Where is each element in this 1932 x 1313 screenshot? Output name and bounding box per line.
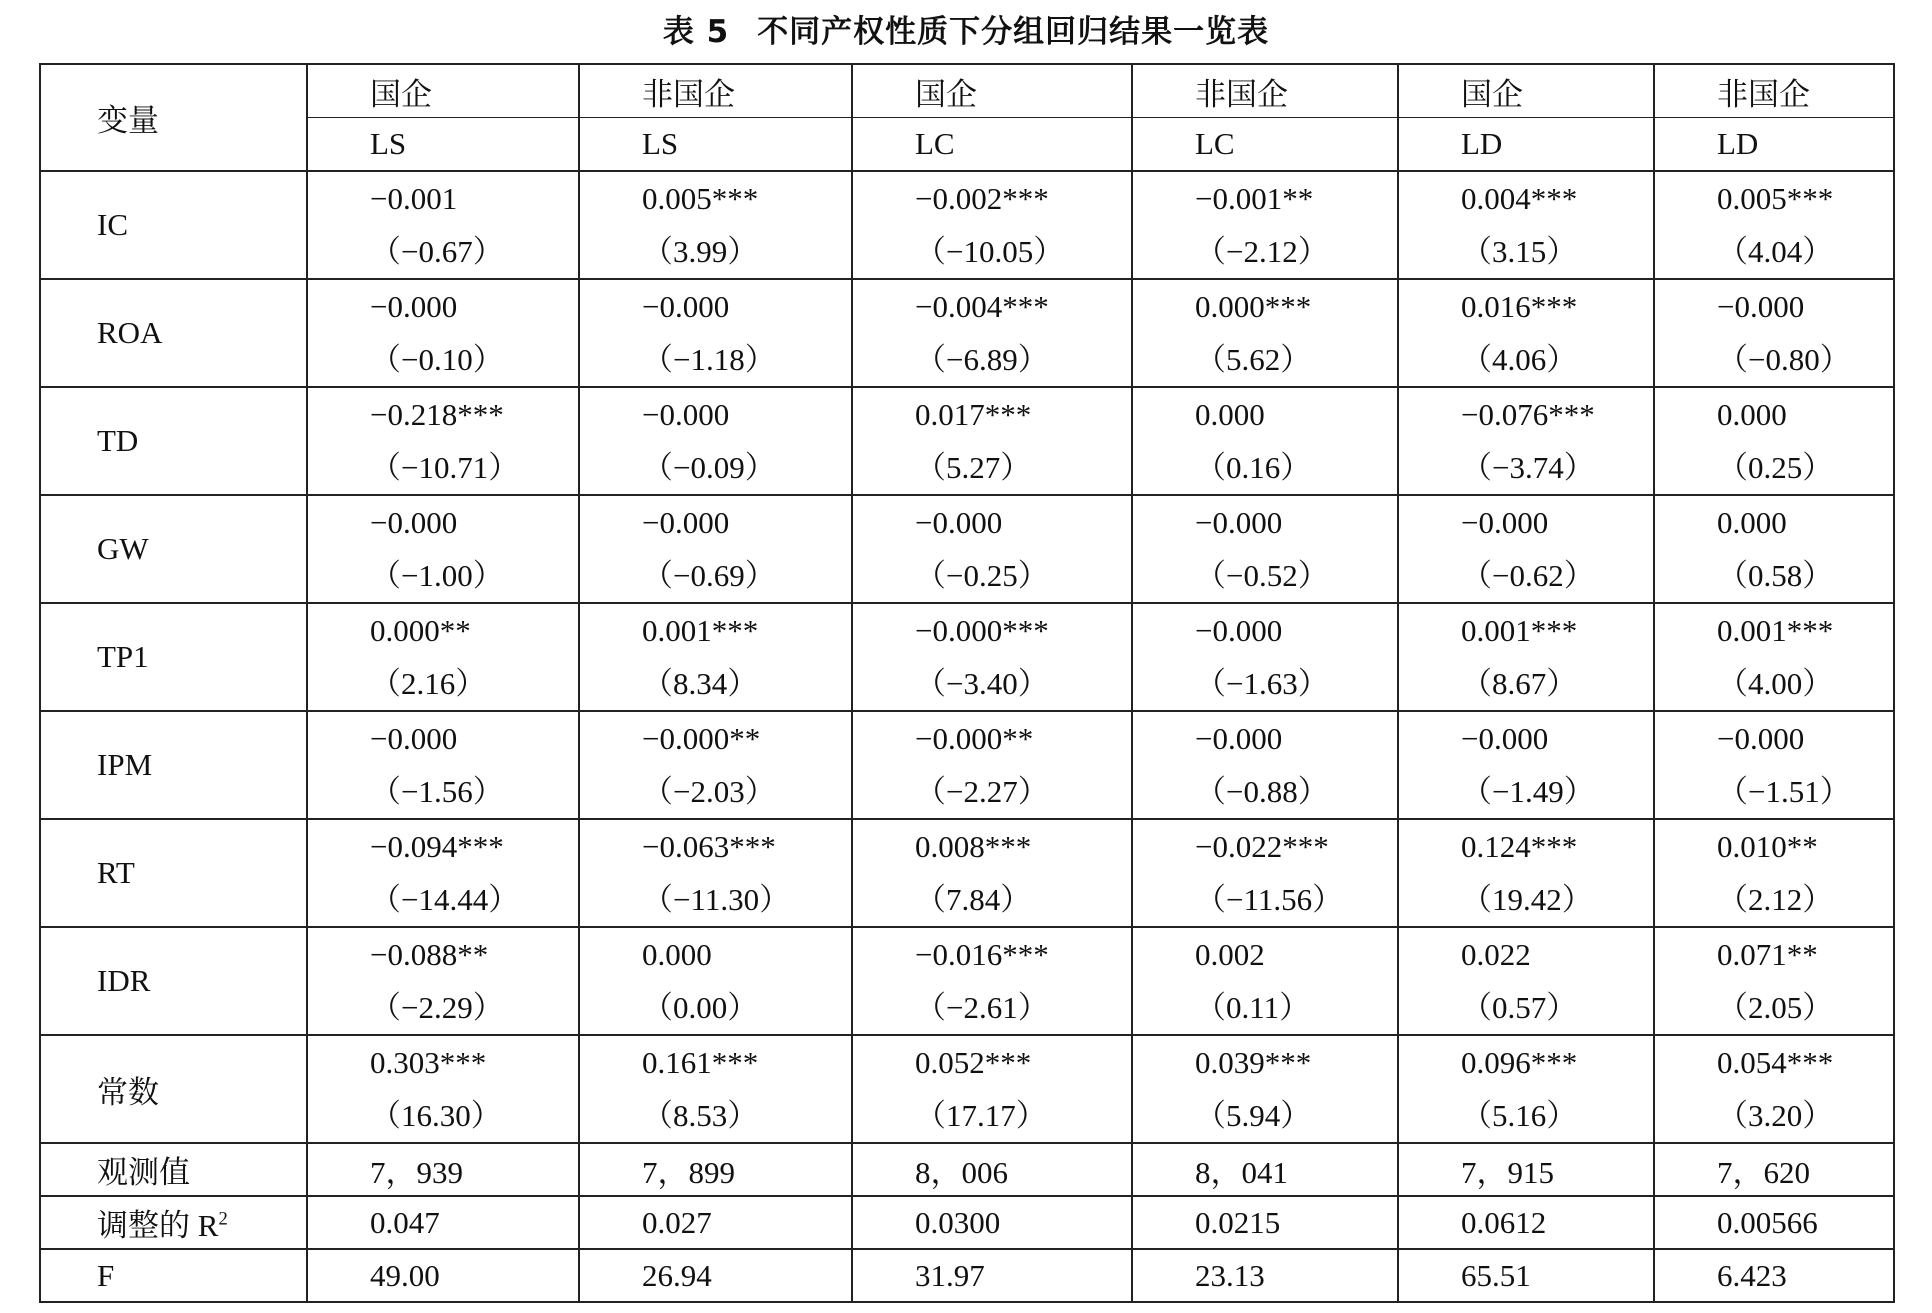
t-statistic-value: （−2.03） (642, 774, 776, 809)
t-statistic-value: （5.16） (1461, 1098, 1578, 1133)
t-statistic-value: （2.05） (1717, 990, 1834, 1025)
t-statistic-value: （0.00） (642, 990, 759, 1025)
coefficient-value: −0.000 (370, 721, 458, 756)
coefficient-value: −0.000** (642, 721, 761, 756)
coefficient-value: 0.022 (1461, 937, 1531, 972)
coefficient-value: 0.124*** (1461, 829, 1578, 864)
stat-value-cell: 0.0612 (1398, 1196, 1654, 1249)
estimate-cell (1132, 1035, 1398, 1143)
estimate-cell (307, 1035, 579, 1143)
stat-name-label: 调整的 R (97, 1208, 219, 1243)
coefficient-value: −0.000 (370, 505, 458, 540)
estimate-cell (1654, 711, 1894, 819)
coefficient-value: 0.000 (1717, 397, 1787, 432)
estimate-cell (852, 171, 1132, 279)
coefficient-value: −0.063*** (642, 829, 776, 864)
t-statistic-value: （−0.62） (1461, 558, 1595, 593)
estimate-cell (579, 603, 852, 711)
stat-name-label: F (97, 1257, 115, 1293)
estimate-cell (1398, 927, 1654, 1035)
t-statistic-value: （0.58） (1717, 558, 1834, 593)
stat-value-cell: 0.00566 (1654, 1196, 1894, 1249)
coefficient-value: −0.218*** (370, 397, 504, 432)
estimate-cell (852, 927, 1132, 1035)
t-statistic-value: （−0.10） (370, 342, 504, 377)
t-statistic-value: （−0.52） (1195, 558, 1329, 593)
variable-name-cell: TD (40, 387, 307, 495)
coefficient-value: −0.000** (915, 721, 1034, 756)
table-row (40, 603, 1894, 711)
table-caption (0, 6, 1932, 51)
t-statistic-value: （0.57） (1461, 990, 1578, 1025)
estimate-cell (1132, 819, 1398, 927)
coefficient-value: 0.001*** (1717, 613, 1834, 648)
variable-name-cell: IPM (40, 711, 307, 819)
coefficient-value: −0.001** (1195, 181, 1314, 216)
t-statistic-value: （4.06） (1461, 342, 1578, 377)
estimate-cell (1654, 927, 1894, 1035)
t-statistic-value: （5.27） (915, 450, 1032, 485)
t-statistic-value: （−0.67） (370, 234, 504, 269)
t-statistic-value: （7.84） (915, 882, 1032, 917)
t-statistic-value: （−1.63） (1195, 666, 1329, 701)
variable-name-cell: RT (40, 819, 307, 927)
estimate-cell (1132, 927, 1398, 1035)
header-group-cell: 非国企 (1654, 64, 1894, 118)
estimate-cell (307, 927, 579, 1035)
table-row (40, 927, 1894, 1035)
estimate-cell (307, 819, 579, 927)
t-statistic-value: （−10.71） (370, 450, 520, 485)
stat-name-label: 观测值 (97, 1155, 190, 1190)
coefficient-value: 0.005*** (1717, 181, 1834, 216)
estimate-cell (307, 387, 579, 495)
coefficient-value: 0.303*** (370, 1045, 487, 1080)
stat-value-cell: 26.94 (579, 1249, 852, 1302)
coefficient-value: 0.008*** (915, 829, 1032, 864)
variable-name-cell: IDR (40, 927, 307, 1035)
t-statistic-value: （5.62） (1195, 342, 1312, 377)
t-statistic-value: （0.11） (1195, 990, 1311, 1025)
coefficient-value: −0.000 (1461, 505, 1549, 540)
estimate-cell (1654, 279, 1894, 387)
t-statistic-value: （−3.74） (1461, 450, 1595, 485)
t-statistic-value: （−10.05） (915, 234, 1065, 269)
coefficient-value: −0.000 (1461, 721, 1549, 756)
coefficient-value: 0.002 (1195, 937, 1265, 972)
stat-value-cell: 7，939 (307, 1143, 579, 1196)
coefficient-value: 0.010** (1717, 829, 1818, 864)
estimate-cell (852, 387, 1132, 495)
header-dependent-cell: LD (1654, 118, 1894, 172)
estimate-cell (579, 1035, 852, 1143)
stat-name-cell (40, 1143, 307, 1196)
stat-value-cell: 23.13 (1132, 1249, 1398, 1302)
coefficient-value: 0.005*** (642, 181, 759, 216)
coefficient-value: 0.000** (370, 613, 471, 648)
estimate-cell (1654, 495, 1894, 603)
coefficient-value: 0.004*** (1461, 181, 1578, 216)
coefficient-value: −0.000*** (915, 613, 1049, 648)
stat-value-cell: 7，915 (1398, 1143, 1654, 1196)
coefficient-value: −0.016*** (915, 937, 1049, 972)
estimate-cell (579, 711, 852, 819)
stat-row (40, 1196, 1894, 1249)
header-dependent-cell: LC (1132, 118, 1398, 172)
t-statistic-value: （−1.56） (370, 774, 504, 809)
estimate-cell (1398, 1035, 1654, 1143)
t-statistic-value: （0.25） (1717, 450, 1834, 485)
header-variable-label: 变量 (97, 103, 159, 138)
header-group-cell: 非国企 (1132, 64, 1398, 118)
header-group-cell: 国企 (1398, 64, 1654, 118)
stat-value-cell: 31.97 (852, 1249, 1132, 1302)
coefficient-value: 0.054*** (1717, 1045, 1834, 1080)
t-statistic-value: （−1.49） (1461, 774, 1595, 809)
t-statistic-value: （−1.51） (1717, 774, 1851, 809)
coefficient-value: −0.002*** (915, 181, 1049, 216)
estimate-cell (1132, 495, 1398, 603)
coefficient-value: 0.161*** (642, 1045, 759, 1080)
estimate-cell (1654, 819, 1894, 927)
stat-value-cell: 7，899 (579, 1143, 852, 1196)
t-statistic-value: （8.53） (642, 1098, 759, 1133)
estimate-cell (852, 495, 1132, 603)
estimate-cell (852, 711, 1132, 819)
t-statistic-value: （4.00） (1717, 666, 1834, 701)
coefficient-value: 0.016*** (1461, 289, 1578, 324)
header-group-cell: 国企 (307, 64, 579, 118)
coefficient-value: −0.000 (642, 289, 730, 324)
estimate-cell (852, 819, 1132, 927)
coefficient-value: 0.000*** (1195, 289, 1312, 324)
estimate-cell (852, 1035, 1132, 1143)
coefficient-value: −0.000 (915, 505, 1003, 540)
stat-value-cell: 65.51 (1398, 1249, 1654, 1302)
table-title: 不同产权性质下分组回归结果一览表 (757, 14, 1270, 50)
estimate-cell (1654, 1035, 1894, 1143)
header-dependent-cell: LS (579, 118, 852, 172)
estimate-cell (307, 603, 579, 711)
regression-table (39, 63, 1895, 1303)
coefficient-value: 0.000 (1195, 397, 1265, 432)
table-row (40, 495, 1894, 603)
table-row (40, 711, 1894, 819)
coefficient-value: −0.000 (642, 505, 730, 540)
t-statistic-value: （8.67） (1461, 666, 1578, 701)
estimate-cell (1132, 603, 1398, 711)
coefficient-value: −0.000 (642, 397, 730, 432)
coefficient-value: −0.094*** (370, 829, 504, 864)
t-statistic-value: （16.30） (370, 1098, 502, 1133)
estimate-cell (1654, 171, 1894, 279)
t-statistic-value: （0.16） (1195, 450, 1312, 485)
t-statistic-value: （−1.00） (370, 558, 504, 593)
t-statistic-value: （4.04） (1717, 234, 1834, 269)
table-row (40, 279, 1894, 387)
t-statistic-value: （−2.61） (915, 990, 1049, 1025)
estimate-cell (1132, 171, 1398, 279)
table-number: 表 5 (662, 14, 730, 50)
stat-value-cell: 0.0300 (852, 1196, 1132, 1249)
estimate-cell (1132, 711, 1398, 819)
t-statistic-value: （2.16） (370, 666, 487, 701)
header-dependent-cell: LC (852, 118, 1132, 172)
coefficient-value: 0.017*** (915, 397, 1032, 432)
table-row (40, 387, 1894, 495)
t-statistic-value: （8.34） (642, 666, 759, 701)
variable-name-cell: TP1 (40, 603, 307, 711)
stat-value-cell: 8，041 (1132, 1143, 1398, 1196)
t-statistic-value: （−0.25） (915, 558, 1049, 593)
t-statistic-value: （−11.30） (642, 882, 791, 917)
t-statistic-value: （−2.12） (1195, 234, 1329, 269)
estimate-cell (579, 387, 852, 495)
coefficient-value: −0.000 (370, 289, 458, 324)
t-statistic-value: （5.94） (1195, 1098, 1312, 1133)
stat-value-cell: 6.423 (1654, 1249, 1894, 1302)
table-row (40, 819, 1894, 927)
header-dependent-row (40, 118, 1894, 172)
coefficient-value: −0.000 (1717, 721, 1805, 756)
estimate-cell (1398, 387, 1654, 495)
table-row (40, 1035, 1894, 1143)
coefficient-value: −0.076*** (1461, 397, 1595, 432)
header-group-cell: 非国企 (579, 64, 852, 118)
coefficient-value: 0.001*** (642, 613, 759, 648)
estimate-cell (1398, 819, 1654, 927)
estimate-cell (307, 279, 579, 387)
t-statistic-value: （−11.56） (1195, 882, 1344, 917)
header-dependent-cell: LD (1398, 118, 1654, 172)
coefficient-value: 0.096*** (1461, 1045, 1578, 1080)
t-statistic-value: （−2.27） (915, 774, 1049, 809)
coefficient-value: 0.001*** (1461, 613, 1578, 648)
stat-value-cell: 7，620 (1654, 1143, 1894, 1196)
stat-row (40, 1143, 1894, 1196)
estimate-cell (1654, 387, 1894, 495)
variable-name-cell: GW (40, 495, 307, 603)
t-statistic-value: （−2.29） (370, 990, 504, 1025)
header-variable-cell (40, 64, 307, 171)
t-statistic-value: （−0.69） (642, 558, 776, 593)
t-statistic-value: （2.12） (1717, 882, 1834, 917)
coefficient-value: −0.004*** (915, 289, 1049, 324)
estimate-cell (852, 279, 1132, 387)
estimate-cell (579, 279, 852, 387)
estimate-cell (579, 171, 852, 279)
estimate-cell (1398, 495, 1654, 603)
t-statistic-value: （−0.09） (642, 450, 776, 485)
stat-row (40, 1249, 1894, 1302)
t-statistic-value: （−3.40） (915, 666, 1049, 701)
t-statistic-value: （−0.80） (1717, 342, 1851, 377)
stat-value-cell: 0.0215 (1132, 1196, 1398, 1249)
coefficient-value: −0.000 (1195, 613, 1283, 648)
t-statistic-value: （3.20） (1717, 1098, 1834, 1133)
coefficient-value: 0.000 (1717, 505, 1787, 540)
estimate-cell (579, 819, 852, 927)
estimate-cell (307, 711, 579, 819)
estimate-cell (1398, 279, 1654, 387)
estimate-cell (1398, 711, 1654, 819)
variable-name-cell: IC (40, 171, 307, 279)
stat-value-cell: 8，006 (852, 1143, 1132, 1196)
estimate-cell (1398, 603, 1654, 711)
t-statistic-value: （−1.18） (642, 342, 776, 377)
stat-value-cell: 0.047 (307, 1196, 579, 1249)
estimate-cell (307, 495, 579, 603)
estimate-cell (852, 603, 1132, 711)
estimate-cell (1132, 279, 1398, 387)
coefficient-value: −0.001 (370, 181, 458, 216)
coefficient-value: 0.071** (1717, 937, 1818, 972)
t-statistic-value: （3.99） (642, 234, 759, 269)
header-group-cell: 国企 (852, 64, 1132, 118)
stat-name-superscript: 2 (218, 1208, 228, 1230)
coefficient-value: 0.039*** (1195, 1045, 1312, 1080)
estimate-cell (1132, 387, 1398, 495)
stat-value-cell: 49.00 (307, 1249, 579, 1302)
stat-name-cell (40, 1249, 307, 1302)
coefficient-value: 0.000 (642, 937, 712, 972)
variable-name-cell: 常数 (40, 1035, 307, 1143)
stat-value-cell: 0.027 (579, 1196, 852, 1249)
t-statistic-value: （19.42） (1461, 882, 1593, 917)
estimate-cell (579, 927, 852, 1035)
t-statistic-value: （17.17） (915, 1098, 1047, 1133)
t-statistic-value: （−0.88） (1195, 774, 1329, 809)
t-statistic-value: （3.15） (1461, 234, 1578, 269)
coefficient-value: −0.022*** (1195, 829, 1329, 864)
coefficient-value: −0.000 (1717, 289, 1805, 324)
t-statistic-value: （−6.89） (915, 342, 1049, 377)
estimate-cell (1654, 603, 1894, 711)
table-row (40, 171, 1894, 279)
stat-name-cell (40, 1196, 307, 1249)
estimate-cell (1398, 171, 1654, 279)
t-statistic-value: （−14.44） (370, 882, 520, 917)
header-group-row (40, 64, 1894, 118)
coefficient-value: −0.088** (370, 937, 489, 972)
coefficient-value: −0.000 (1195, 505, 1283, 540)
estimate-cell (307, 171, 579, 279)
estimate-cell (579, 495, 852, 603)
coefficient-value: −0.000 (1195, 721, 1283, 756)
coefficient-value: 0.052*** (915, 1045, 1032, 1080)
variable-name-cell: ROA (40, 279, 307, 387)
header-dependent-cell: LS (307, 118, 579, 172)
